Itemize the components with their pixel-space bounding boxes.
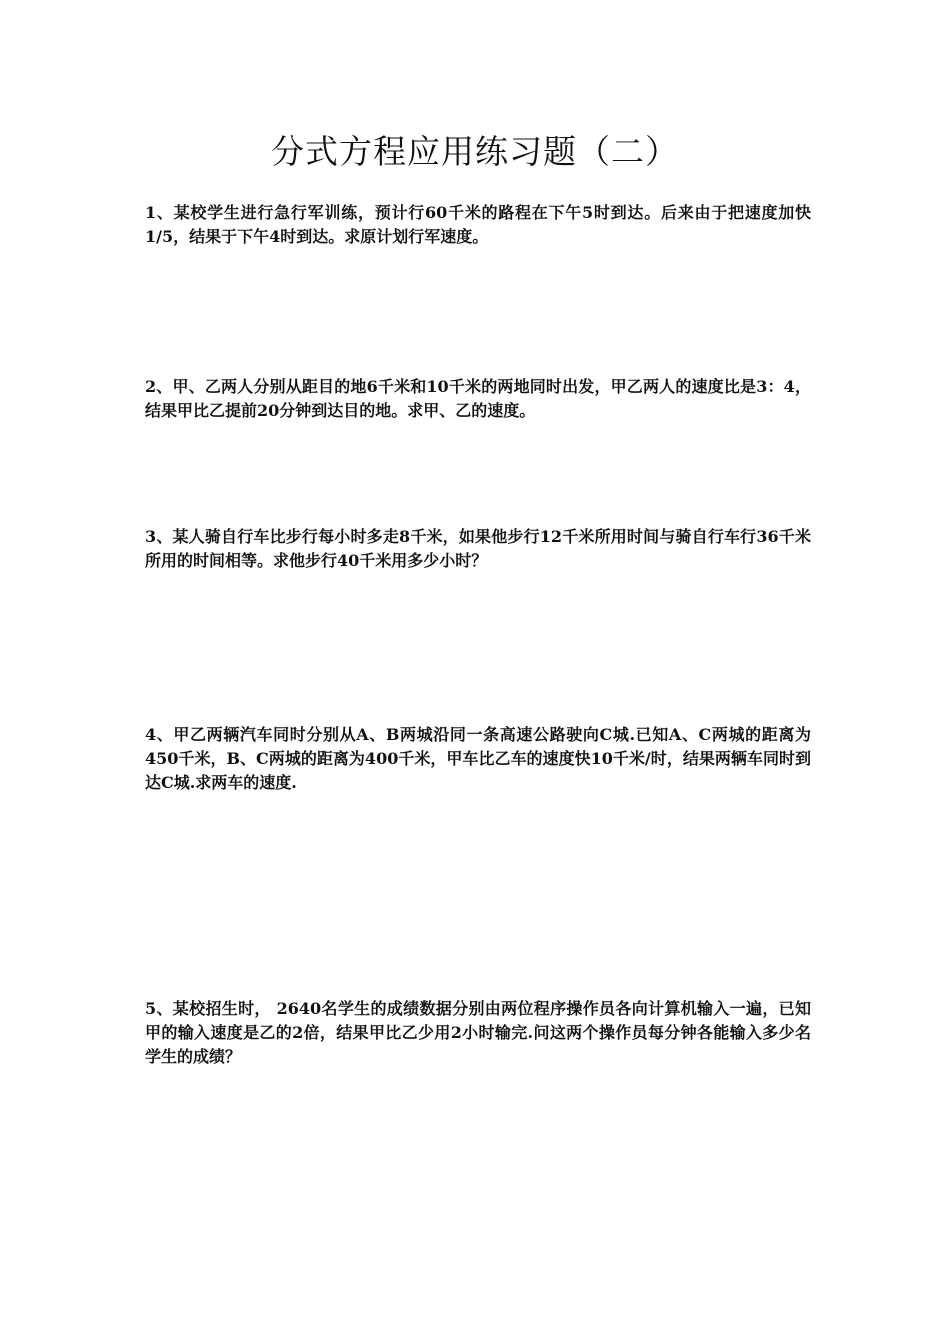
question-3: 3、某人骑自行车比步行每小时多走8千米，如果他步行12千米所用时间与骑自行车行36千米所用的时间相等。求他步行40千米用多少小时？ xyxy=(145,527,811,570)
question-4: 4、甲乙两辆汽车同时分别从A、B两城沿同一条高速公路驶向C城.已知A、C两城的距离为450千米，B、C两城的距离为400千米，甲车比乙车的速度快10千米/时，结果两辆车同时到达C城.求两车的速度. xyxy=(145,725,811,792)
question-1: 1、某校学生进行急行军训练，预计行60千米的路程在下午5时到达。后来由于把速度加快1/5，结果于下午4时到达。求原计划行军速度。 xyxy=(145,203,811,246)
question-2: 2、甲、乙两人分别从距目的地6千米和10千米的两地同时出发，甲乙两人的速度比是3：4，结果甲比乙提前20分钟到达目的地。求甲、乙的速度。 xyxy=(145,377,811,420)
page-title: 分式方程应用练习题（二） xyxy=(271,132,679,171)
question-5: 5、某校招生时， 2640名学生的成绩数据分别由两位程序操作员各向计算机输入一遍，已知甲的输入速度是乙的2倍，结果甲比乙少用2小时输完.问这两个操作员每分钟各能输入多少名学生的成绩？ xyxy=(145,999,811,1066)
